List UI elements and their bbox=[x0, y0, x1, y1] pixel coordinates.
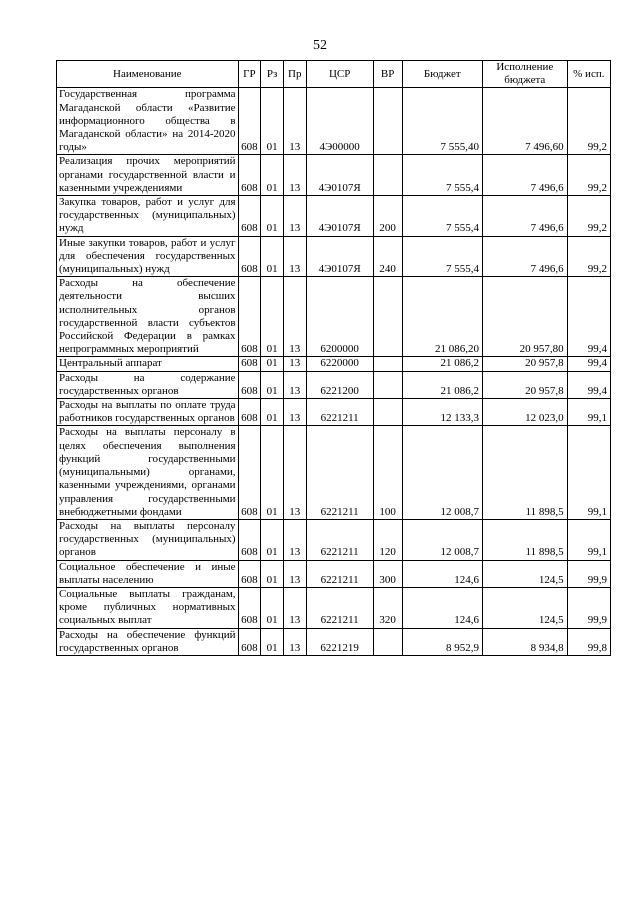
row-rz: 01 bbox=[261, 371, 284, 398]
row-gr: 608 bbox=[238, 277, 261, 357]
row-execution: 7 496,60 bbox=[483, 88, 568, 155]
row-name: Закупка товаров, работ и услуг для государственных (муниципальных) нужд bbox=[57, 196, 239, 237]
row-gr: 608 bbox=[238, 236, 261, 277]
row-csr: 4Э00000 bbox=[306, 88, 373, 155]
row-pr: 13 bbox=[283, 357, 306, 371]
row-pct: 99,1 bbox=[567, 399, 610, 426]
table-row bbox=[57, 587, 611, 628]
row-pr: 13 bbox=[283, 560, 306, 587]
row-csr: 6221211 bbox=[306, 519, 373, 560]
row-rz: 01 bbox=[261, 587, 284, 628]
row-execution: 11 898,5 bbox=[483, 519, 568, 560]
row-rz: 01 bbox=[261, 277, 284, 357]
table-row bbox=[57, 399, 611, 426]
row-rz: 01 bbox=[261, 560, 284, 587]
row-pr: 13 bbox=[283, 628, 306, 655]
row-pr: 13 bbox=[283, 236, 306, 277]
row-pct: 99,9 bbox=[567, 560, 610, 587]
row-budget: 21 086,20 bbox=[402, 277, 482, 357]
row-gr: 608 bbox=[238, 426, 261, 519]
row-csr: 6221211 bbox=[306, 399, 373, 426]
row-vr: 240 bbox=[373, 236, 402, 277]
row-rz: 01 bbox=[261, 196, 284, 237]
page-number: 52 bbox=[313, 38, 327, 53]
row-rz: 01 bbox=[261, 519, 284, 560]
header-gr: ГР bbox=[238, 61, 261, 88]
row-pct: 99,4 bbox=[567, 357, 610, 371]
row-csr: 6221219 bbox=[306, 628, 373, 655]
row-budget: 12 133,3 bbox=[402, 399, 482, 426]
row-execution: 7 496,6 bbox=[483, 236, 568, 277]
row-vr: 200 bbox=[373, 196, 402, 237]
header-budget: Бюджет bbox=[402, 61, 482, 88]
table-row bbox=[57, 155, 611, 196]
row-execution: 8 934,8 bbox=[483, 628, 568, 655]
table-row bbox=[57, 560, 611, 587]
row-budget: 21 086,2 bbox=[402, 357, 482, 371]
table-row bbox=[57, 236, 611, 277]
table-row bbox=[57, 277, 611, 357]
row-name: Расходы на обеспечение функций государственных органов bbox=[57, 628, 239, 655]
row-execution: 20 957,80 bbox=[483, 277, 568, 357]
header-rz: Рз bbox=[261, 61, 284, 88]
row-execution: 124,5 bbox=[483, 587, 568, 628]
row-execution: 124,5 bbox=[483, 560, 568, 587]
row-name: Расходы на выплаты по оплате труда работников государственных органов bbox=[57, 399, 239, 426]
row-pct: 99,1 bbox=[567, 426, 610, 519]
row-pr: 13 bbox=[283, 399, 306, 426]
table-row bbox=[57, 88, 611, 155]
row-pct: 99,2 bbox=[567, 236, 610, 277]
row-budget: 124,6 bbox=[402, 587, 482, 628]
row-csr: 6200000 bbox=[306, 277, 373, 357]
row-pr: 13 bbox=[283, 155, 306, 196]
row-pct: 99,4 bbox=[567, 277, 610, 357]
row-execution: 7 496,6 bbox=[483, 196, 568, 237]
row-pct: 99,2 bbox=[567, 88, 610, 155]
row-pr: 13 bbox=[283, 88, 306, 155]
row-execution: 20 957,8 bbox=[483, 371, 568, 398]
row-vr bbox=[373, 357, 402, 371]
row-pct: 99,4 bbox=[567, 371, 610, 398]
row-gr: 608 bbox=[238, 196, 261, 237]
row-csr: 4Э0107Я bbox=[306, 196, 373, 237]
row-name: Расходы на выплаты персоналу государственных (муниципальных) органов bbox=[57, 519, 239, 560]
row-pct: 99,2 bbox=[567, 155, 610, 196]
row-pct: 99,1 bbox=[567, 519, 610, 560]
row-name: Расходы на содержание государственных органов bbox=[57, 371, 239, 398]
header-pr: Пр bbox=[283, 61, 306, 88]
row-csr: 6221211 bbox=[306, 560, 373, 587]
row-vr: 100 bbox=[373, 426, 402, 519]
row-pr: 13 bbox=[283, 371, 306, 398]
table-row bbox=[57, 426, 611, 519]
row-budget: 12 008,7 bbox=[402, 519, 482, 560]
row-gr: 608 bbox=[238, 155, 261, 196]
row-vr bbox=[373, 628, 402, 655]
header-csr: ЦСР bbox=[306, 61, 373, 88]
row-gr: 608 bbox=[238, 357, 261, 371]
row-name: Реализация прочих мероприятий органами государственной власти и казенными учреждениями bbox=[57, 155, 239, 196]
row-pct: 99,8 bbox=[567, 628, 610, 655]
row-budget: 7 555,40 bbox=[402, 88, 482, 155]
row-execution: 7 496,6 bbox=[483, 155, 568, 196]
table-row bbox=[57, 628, 611, 655]
row-name: Иные закупки товаров, работ и услуг для обеспечения государственных (муниципальных) нужд bbox=[57, 236, 239, 277]
table-header-row bbox=[57, 61, 611, 88]
row-csr: 4Э0107Я bbox=[306, 155, 373, 196]
row-rz: 01 bbox=[261, 628, 284, 655]
row-name: Центральный аппарат bbox=[57, 357, 239, 371]
row-vr bbox=[373, 277, 402, 357]
row-csr: 6221200 bbox=[306, 371, 373, 398]
row-pr: 13 bbox=[283, 587, 306, 628]
row-csr: 6221211 bbox=[306, 426, 373, 519]
table-row bbox=[57, 357, 611, 371]
row-gr: 608 bbox=[238, 399, 261, 426]
row-rz: 01 bbox=[261, 155, 284, 196]
table-row bbox=[57, 196, 611, 237]
row-rz: 01 bbox=[261, 426, 284, 519]
row-budget: 12 008,7 bbox=[402, 426, 482, 519]
row-csr: 6220000 bbox=[306, 357, 373, 371]
row-pct: 99,2 bbox=[567, 196, 610, 237]
row-pr: 13 bbox=[283, 426, 306, 519]
row-name: Социальное обеспечение и иные выплаты населению bbox=[57, 560, 239, 587]
row-name: Социальные выплаты гражданам, кроме публичных нормативных социальных выплат bbox=[57, 587, 239, 628]
row-execution: 11 898,5 bbox=[483, 426, 568, 519]
row-vr: 120 bbox=[373, 519, 402, 560]
row-vr bbox=[373, 371, 402, 398]
row-execution: 12 023,0 bbox=[483, 399, 568, 426]
row-rz: 01 bbox=[261, 399, 284, 426]
row-budget: 21 086,2 bbox=[402, 371, 482, 398]
row-name: Государственная программа Магаданской области «Развитие информационного общества в Магаданской области» на 2014-2020 годы» bbox=[57, 88, 239, 155]
row-budget: 7 555,4 bbox=[402, 196, 482, 237]
row-vr bbox=[373, 155, 402, 196]
row-budget: 7 555,4 bbox=[402, 155, 482, 196]
header-execution: Исполнение бюджета bbox=[483, 61, 568, 88]
row-budget: 7 555,4 bbox=[402, 236, 482, 277]
row-gr: 608 bbox=[238, 371, 261, 398]
row-pct: 99,9 bbox=[567, 587, 610, 628]
row-budget: 124,6 bbox=[402, 560, 482, 587]
row-pr: 13 bbox=[283, 196, 306, 237]
row-vr bbox=[373, 88, 402, 155]
row-rz: 01 bbox=[261, 88, 284, 155]
table-row bbox=[57, 371, 611, 398]
row-execution: 20 957,8 bbox=[483, 357, 568, 371]
row-csr: 4Э0107Я bbox=[306, 236, 373, 277]
row-vr: 300 bbox=[373, 560, 402, 587]
row-vr: 320 bbox=[373, 587, 402, 628]
row-name: Расходы на выплаты персоналу в целях обеспечения выполнения функций государственными (муниципальными) органами, казенными учреждениями, органами управления государственными внебюджетными фондами bbox=[57, 426, 239, 519]
row-vr bbox=[373, 399, 402, 426]
row-gr: 608 bbox=[238, 519, 261, 560]
header-name: Наименование bbox=[57, 61, 239, 88]
row-gr: 608 bbox=[238, 587, 261, 628]
row-gr: 608 bbox=[238, 628, 261, 655]
row-gr: 608 bbox=[238, 560, 261, 587]
header-pct: % исп. bbox=[567, 61, 610, 88]
row-csr: 6221211 bbox=[306, 587, 373, 628]
row-budget: 8 952,9 bbox=[402, 628, 482, 655]
row-pr: 13 bbox=[283, 519, 306, 560]
row-gr: 608 bbox=[238, 88, 261, 155]
table-row bbox=[57, 519, 611, 560]
row-name: Расходы на обеспечение деятельности высших исполнительных органов государственной власти субъектов Российской Федерации в рамках непрограммных мероприятий bbox=[57, 277, 239, 357]
row-pr: 13 bbox=[283, 277, 306, 357]
row-rz: 01 bbox=[261, 357, 284, 371]
budget-table bbox=[56, 60, 611, 656]
row-rz: 01 bbox=[261, 236, 284, 277]
header-vr: ВР bbox=[373, 61, 402, 88]
